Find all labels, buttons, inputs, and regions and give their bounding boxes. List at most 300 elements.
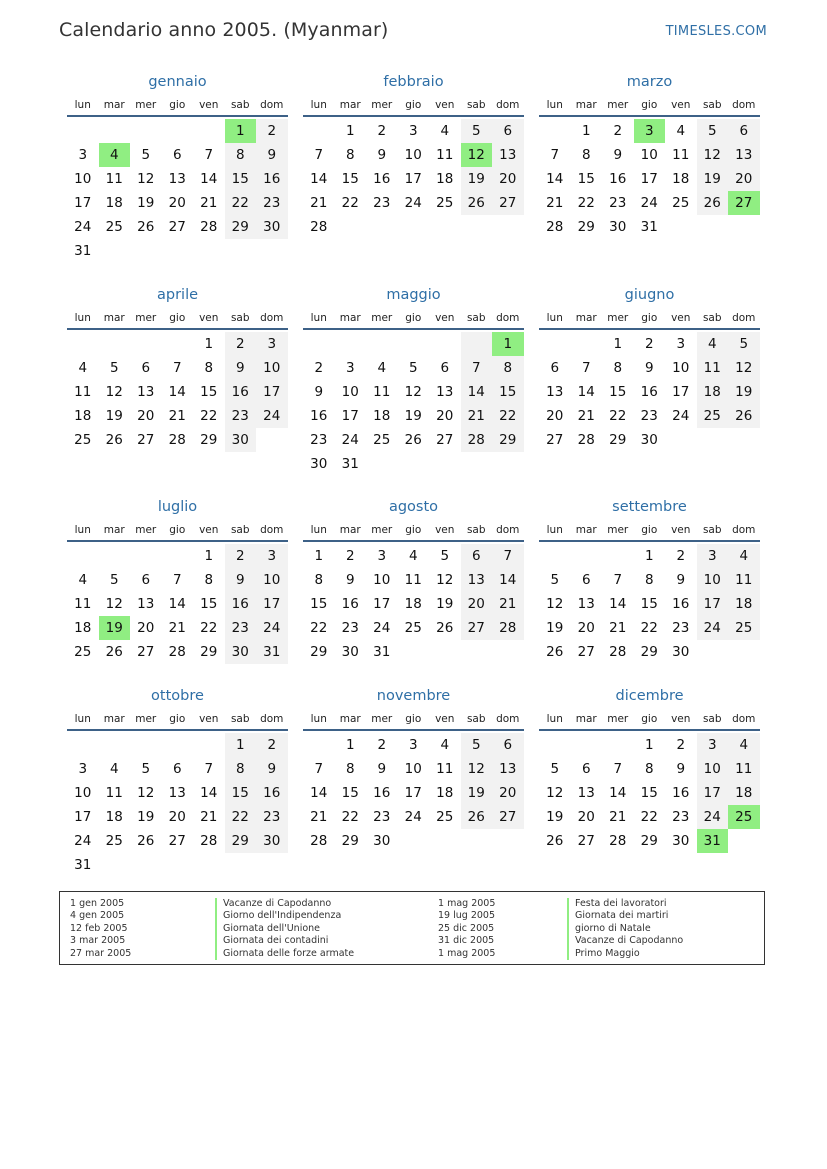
empty-cell (130, 119, 162, 143)
day-cell: 22 (200, 408, 218, 424)
day-cell: 10 (74, 785, 92, 801)
day-cell: 19 (105, 408, 123, 424)
day-cell: 26 (105, 432, 123, 448)
day-cell: 10 (341, 384, 359, 400)
day-cell: 28 (200, 219, 218, 235)
day-cell: 7 (492, 544, 524, 568)
empty-cell (67, 733, 99, 757)
day-cell: 8 (225, 757, 257, 781)
day-cell: 18 (373, 408, 391, 424)
day-cell: 19 (404, 408, 422, 424)
weekday-header (539, 97, 760, 117)
day-cell: 14 (310, 785, 328, 801)
day-cell: 4 (728, 544, 760, 568)
day-cell: 1 (314, 548, 324, 564)
day-grid (539, 119, 760, 239)
day-cell: 25 (728, 616, 760, 640)
weekday-label: lun (310, 99, 327, 111)
weekday-label: mer (607, 524, 629, 536)
day-cell: 8 (345, 761, 355, 777)
day-cell: 18 (105, 809, 123, 825)
day-cell: 14 (577, 384, 595, 400)
day-cell: 25 (697, 404, 729, 428)
legend-date: 27 mar 2005 (70, 947, 132, 959)
day-cell: 25 (436, 195, 454, 211)
empty-cell (571, 332, 603, 356)
day-cell: 25 (74, 432, 92, 448)
day-cell: 7 (613, 572, 623, 588)
empty-cell (366, 215, 398, 239)
day-cell: 28 (200, 833, 218, 849)
day-cell: 19 (546, 809, 564, 825)
weekday-header (539, 711, 760, 731)
day-cell: 9 (644, 360, 654, 376)
day-cell: 18 (74, 620, 92, 636)
day-cell: 24 (404, 195, 422, 211)
day-cell: 27 (461, 616, 493, 640)
empty-cell (99, 733, 131, 757)
day-cell: 29 (492, 428, 524, 452)
day-cell: 14 (461, 380, 493, 404)
day-cell: 4 (676, 123, 686, 139)
day-cell: 26 (546, 644, 564, 660)
day-cell: 23 (256, 191, 288, 215)
empty-cell (303, 733, 335, 757)
day-cell: 10 (74, 171, 92, 187)
day-cell: 22 (225, 805, 257, 829)
weekday-label: mar (339, 312, 361, 324)
day-cell: 5 (461, 119, 493, 143)
empty-cell (130, 733, 162, 757)
empty-cell (335, 332, 367, 356)
empty-cell (697, 215, 729, 239)
day-cell: 31 (256, 640, 288, 664)
holiday-day-cell: 25 (728, 805, 760, 829)
day-cell: 30 (225, 640, 257, 664)
legend-names-right (567, 898, 683, 960)
day-cell: 20 (168, 809, 186, 825)
day-cell: 16 (672, 785, 690, 801)
day-cell: 21 (609, 809, 627, 825)
weekday-label: dom (260, 312, 284, 324)
day-cell: 12 (105, 596, 123, 612)
day-cell: 2 (345, 548, 355, 564)
day-cell: 29 (609, 432, 627, 448)
day-cell: 6 (141, 572, 151, 588)
day-cell: 8 (204, 360, 214, 376)
day-cell: 3 (78, 147, 88, 163)
day-cell: 1 (204, 548, 214, 564)
day-cell: 22 (640, 809, 658, 825)
day-cell: 6 (461, 544, 493, 568)
empty-cell (303, 332, 335, 356)
empty-cell (193, 239, 225, 263)
day-cell: 5 (697, 119, 729, 143)
empty-cell (461, 640, 493, 664)
weekday-label: lun (546, 99, 563, 111)
day-cell: 13 (577, 785, 595, 801)
day-cell: 6 (492, 119, 524, 143)
weekday-label: lun (310, 524, 327, 536)
day-cell: 10 (697, 568, 729, 592)
empty-cell (162, 544, 194, 568)
legend-date: 1 mag 2005 (438, 947, 496, 959)
day-cell: 11 (728, 568, 760, 592)
day-cell: 5 (109, 360, 119, 376)
day-cell: 12 (546, 785, 564, 801)
day-cell: 20 (577, 809, 595, 825)
day-cell: 15 (341, 171, 359, 187)
day-cell: 1 (345, 123, 355, 139)
day-cell: 6 (581, 572, 591, 588)
day-cell: 29 (225, 829, 257, 853)
month-title: dicembre (615, 688, 684, 704)
empty-cell (429, 452, 461, 476)
day-cell: 27 (492, 805, 524, 829)
holiday-legend (59, 891, 765, 965)
day-cell: 7 (550, 147, 560, 163)
day-cell: 14 (609, 596, 627, 612)
weekday-label: ven (199, 99, 219, 111)
weekday-label: gio (641, 524, 658, 536)
day-cell: 9 (377, 147, 387, 163)
day-cell: 7 (314, 761, 324, 777)
day-cell: 2 (644, 336, 654, 352)
weekday-label: mar (103, 713, 125, 725)
day-grid (303, 332, 524, 476)
empty-cell (303, 119, 335, 143)
empty-cell (130, 853, 162, 877)
legend-holiday-name: Vacanze di Capodanno (567, 935, 683, 947)
page-title: Calendario anno 2005. (Myanmar) (59, 19, 389, 41)
day-cell: 26 (105, 644, 123, 660)
day-cell: 28 (310, 833, 328, 849)
day-cell: 1 (345, 737, 355, 753)
day-cell: 21 (546, 195, 564, 211)
day-cell: 16 (310, 408, 328, 424)
day-cell: 22 (640, 620, 658, 636)
month-marzo (539, 73, 760, 239)
day-cell: 16 (609, 171, 627, 187)
weekday-label: mar (339, 524, 361, 536)
weekday-label: sab (466, 524, 486, 536)
day-cell: 8 (613, 360, 623, 376)
day-cell: 12 (404, 384, 422, 400)
day-cell: 15 (225, 781, 257, 805)
day-cell: 16 (640, 384, 658, 400)
day-cell: 9 (314, 384, 324, 400)
day-cell: 21 (310, 195, 328, 211)
weekday-header (67, 97, 288, 117)
weekday-label: lun (546, 713, 563, 725)
weekday-label: sab (702, 713, 722, 725)
day-cell: 13 (492, 143, 524, 167)
day-cell: 21 (461, 404, 493, 428)
day-cell: 1 (225, 733, 257, 757)
weekday-label: mar (103, 312, 125, 324)
day-cell: 17 (341, 408, 359, 424)
empty-cell (429, 829, 461, 853)
day-cell: 2 (256, 119, 288, 143)
day-cell: 15 (200, 384, 218, 400)
weekday-label: mar (103, 524, 125, 536)
empty-cell (398, 332, 430, 356)
day-cell: 28 (168, 644, 186, 660)
day-cell: 2 (314, 360, 324, 376)
day-cell: 26 (461, 191, 493, 215)
weekday-label: ven (671, 312, 691, 324)
legend-holiday-name: Primo Maggio (567, 948, 683, 960)
day-grid (67, 733, 288, 877)
day-cell: 8 (225, 143, 257, 167)
empty-cell (67, 119, 99, 143)
weekday-label: mer (607, 713, 629, 725)
day-cell: 1 (613, 336, 623, 352)
day-cell: 12 (461, 757, 493, 781)
holiday-day-cell: 27 (728, 191, 760, 215)
day-cell: 25 (373, 432, 391, 448)
weekday-header (303, 522, 524, 542)
legend-date: 19 lug 2005 (438, 910, 495, 922)
day-cell: 5 (550, 761, 560, 777)
day-cell: 14 (546, 171, 564, 187)
legend-dates-left (70, 898, 131, 960)
day-cell: 27 (577, 833, 595, 849)
empty-cell (67, 544, 99, 568)
day-cell: 6 (172, 761, 182, 777)
day-cell: 11 (74, 596, 92, 612)
empty-cell (461, 332, 493, 356)
day-cell: 27 (137, 432, 155, 448)
day-cell: 12 (436, 572, 454, 588)
day-cell: 19 (137, 195, 155, 211)
day-cell: 20 (492, 781, 524, 805)
day-cell: 14 (200, 171, 218, 187)
day-grid (539, 544, 760, 664)
weekday-label: gio (641, 99, 658, 111)
weekday-label: mar (575, 312, 597, 324)
weekday-label: lun (74, 99, 91, 111)
holiday-day-cell: 1 (225, 119, 257, 143)
weekday-label: lun (546, 312, 563, 324)
day-cell: 5 (141, 147, 151, 163)
weekday-label: ven (435, 312, 455, 324)
day-cell: 4 (377, 360, 387, 376)
weekday-label: gio (405, 99, 422, 111)
day-cell: 23 (310, 432, 328, 448)
legend-dates-right (438, 898, 495, 960)
day-cell: 10 (697, 757, 729, 781)
holiday-day-cell: 3 (634, 119, 666, 143)
day-cell: 26 (436, 620, 454, 636)
month-title: maggio (386, 287, 441, 303)
weekday-label: ven (435, 524, 455, 536)
weekday-label: sab (230, 524, 250, 536)
weekday-label: sab (230, 713, 250, 725)
day-cell: 8 (492, 356, 524, 380)
day-cell: 9 (256, 143, 288, 167)
empty-cell (162, 239, 194, 263)
day-cell: 7 (461, 356, 493, 380)
day-cell: 15 (200, 596, 218, 612)
day-cell: 24 (74, 219, 92, 235)
day-cell: 27 (577, 644, 595, 660)
weekday-label: sab (230, 312, 250, 324)
day-cell: 24 (256, 616, 288, 640)
day-cell: 21 (168, 408, 186, 424)
weekday-label: dom (260, 99, 284, 111)
day-cell: 13 (728, 143, 760, 167)
day-cell: 27 (436, 432, 454, 448)
day-cell: 2 (225, 544, 257, 568)
day-cell: 30 (225, 428, 257, 452)
empty-cell (193, 733, 225, 757)
day-cell: 11 (697, 356, 729, 380)
holiday-day-cell: 4 (99, 143, 131, 167)
day-cell: 12 (546, 596, 564, 612)
empty-cell (335, 215, 367, 239)
empty-cell (256, 428, 288, 452)
day-cell: 20 (137, 620, 155, 636)
empty-cell (225, 853, 257, 877)
weekday-label: sab (466, 312, 486, 324)
legend-names-left (215, 898, 354, 960)
day-cell: 22 (200, 620, 218, 636)
day-cell: 19 (461, 167, 493, 191)
day-cell: 8 (644, 572, 654, 588)
legend-date: 25 dic 2005 (438, 922, 495, 934)
day-cell: 30 (373, 833, 391, 849)
day-cell: 22 (492, 404, 524, 428)
empty-cell (398, 215, 430, 239)
day-cell: 17 (373, 596, 391, 612)
day-cell: 22 (341, 195, 359, 211)
day-cell: 3 (697, 733, 729, 757)
day-cell: 4 (697, 332, 729, 356)
empty-cell (492, 640, 524, 664)
weekday-header (539, 310, 760, 330)
weekday-label: mer (607, 312, 629, 324)
weekday-label: dom (496, 99, 520, 111)
day-cell: 4 (440, 123, 450, 139)
day-cell: 21 (200, 809, 218, 825)
weekday-label: lun (310, 713, 327, 725)
day-cell: 1 (204, 336, 214, 352)
day-cell: 3 (345, 360, 355, 376)
day-cell: 11 (436, 147, 454, 163)
day-cell: 5 (728, 332, 760, 356)
day-cell: 21 (577, 408, 595, 424)
day-cell: 17 (74, 809, 92, 825)
legend-date: 1 gen 2005 (70, 898, 125, 909)
day-cell: 4 (408, 548, 418, 564)
day-cell: 30 (341, 644, 359, 660)
weekday-label: dom (496, 524, 520, 536)
day-cell: 6 (550, 360, 560, 376)
day-cell: 4 (440, 737, 450, 753)
day-cell: 17 (404, 171, 422, 187)
empty-cell (99, 239, 131, 263)
month-title: agosto (388, 499, 439, 515)
day-cell: 21 (492, 592, 524, 616)
weekday-label: mer (371, 713, 393, 725)
day-cell: 29 (200, 644, 218, 660)
day-cell: 12 (697, 143, 729, 167)
empty-cell (162, 332, 194, 356)
month-dicembre (539, 687, 760, 853)
day-cell: 26 (697, 191, 729, 215)
day-cell: 21 (310, 809, 328, 825)
day-cell: 1 (581, 123, 591, 139)
day-cell: 9 (225, 568, 257, 592)
weekday-label: gio (405, 524, 422, 536)
day-cell: 14 (609, 785, 627, 801)
day-cell: 11 (404, 572, 422, 588)
day-grid (303, 119, 524, 239)
day-cell: 31 (74, 857, 92, 873)
day-cell: 3 (676, 336, 686, 352)
day-cell: 1 (644, 548, 654, 564)
day-cell: 7 (204, 761, 214, 777)
day-cell: 4 (78, 572, 88, 588)
weekday-label: dom (732, 99, 756, 111)
holiday-day-cell: 31 (697, 829, 729, 853)
weekday-label: mer (135, 713, 157, 725)
weekday-label: sab (702, 524, 722, 536)
day-cell: 26 (137, 219, 155, 235)
empty-cell (193, 119, 225, 143)
day-cell: 23 (609, 195, 627, 211)
day-cell: 17 (697, 781, 729, 805)
empty-cell (429, 215, 461, 239)
day-cell: 14 (492, 568, 524, 592)
month-luglio (67, 498, 288, 664)
empty-cell (697, 428, 729, 452)
empty-cell (398, 829, 430, 853)
day-cell: 3 (78, 761, 88, 777)
weekday-label: lun (546, 524, 563, 536)
day-cell: 27 (137, 644, 155, 660)
day-cell: 17 (697, 592, 729, 616)
empty-cell (728, 640, 760, 664)
day-cell: 29 (225, 215, 257, 239)
day-cell: 30 (256, 829, 288, 853)
day-cell: 15 (341, 785, 359, 801)
day-cell: 13 (492, 757, 524, 781)
weekday-label: mer (135, 312, 157, 324)
brand-link[interactable]: TIMESLES.COM (665, 24, 767, 39)
weekday-label: ven (671, 524, 691, 536)
month-febbraio (303, 73, 524, 239)
weekday-header (303, 310, 524, 330)
day-cell: 10 (256, 356, 288, 380)
day-cell: 29 (341, 833, 359, 849)
day-grid (67, 544, 288, 664)
day-cell: 11 (105, 785, 123, 801)
day-cell: 3 (408, 737, 418, 753)
day-cell: 21 (200, 195, 218, 211)
weekday-header (539, 522, 760, 542)
day-cell: 6 (172, 147, 182, 163)
empty-cell (429, 332, 461, 356)
day-cell: 25 (436, 809, 454, 825)
day-cell: 25 (404, 620, 422, 636)
day-cell: 11 (728, 757, 760, 781)
day-cell: 18 (404, 596, 422, 612)
weekday-label: mer (607, 99, 629, 111)
weekday-label: dom (732, 524, 756, 536)
day-cell: 13 (137, 596, 155, 612)
